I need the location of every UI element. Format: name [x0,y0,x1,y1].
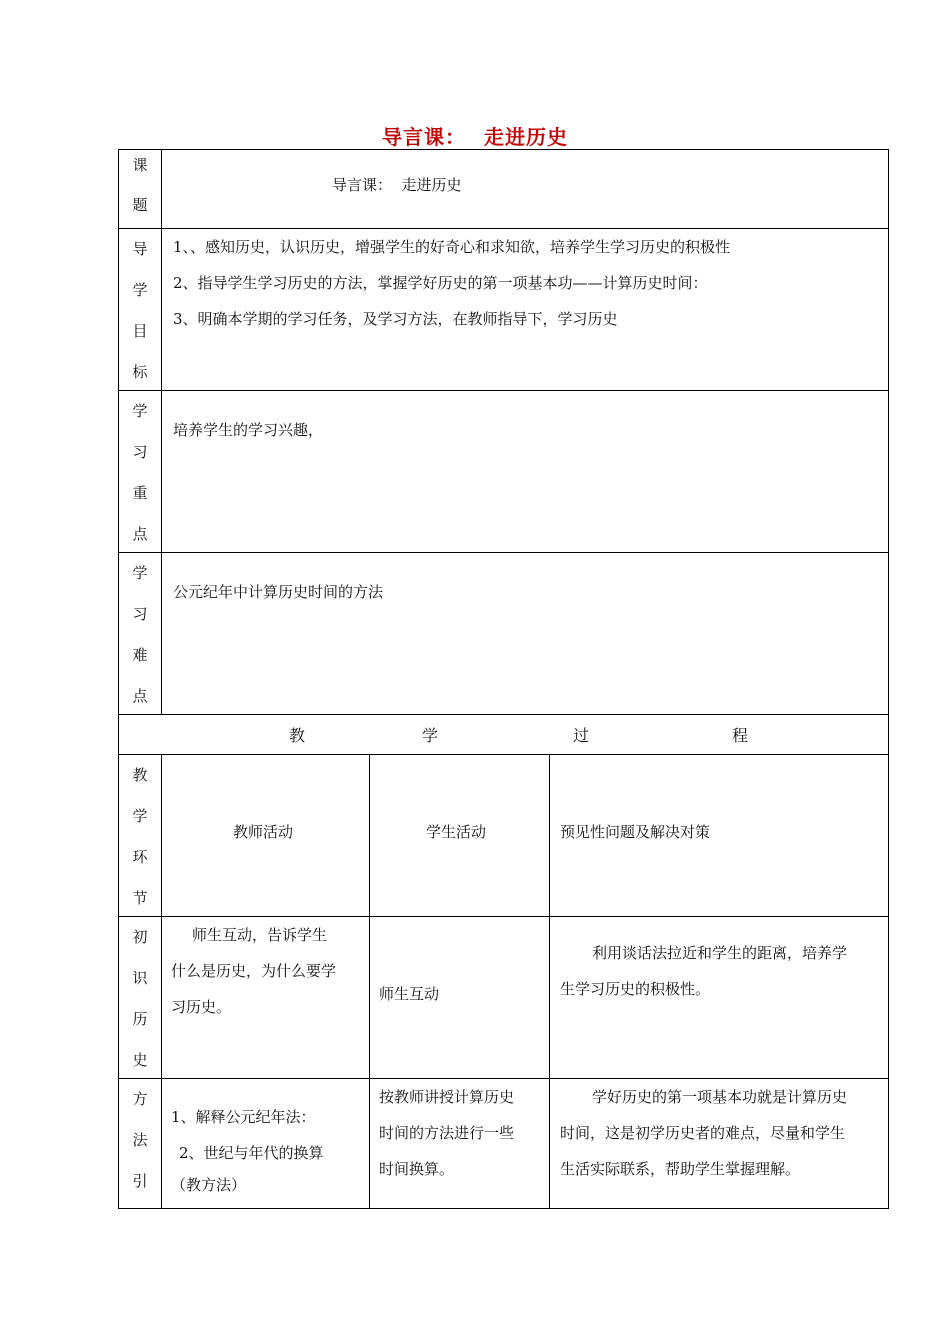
lesson-plan-table [118,149,889,1209]
difficulty-row [118,553,889,715]
activity-header-row [118,755,889,917]
student-cell: 按教师讲授计算历史 时间的方法进行一些 时间换算。 [370,1079,550,1208]
process-char: 程 [732,726,749,745]
objectives-label: 导 学 目 标 [119,229,162,390]
student-cell: 师生互动 [370,917,550,1078]
objective-item: 3、明确本学期的学习任务，及学习方法，在教师指导下，学习历史 [173,310,618,328]
topic-label: 课 题 [119,150,162,228]
solution-header: 预见性问题及解决对策 [560,823,711,841]
key-points-content [162,391,888,552]
solution-cell: 学好历史的第一项基本功就是计算历史 时间，这是初学历史者的难点，尽量和学生 生活实际联系，帮助学生掌握理解。 [560,1088,848,1178]
student-header: 学生活动 [426,823,487,841]
table-row [118,917,889,1079]
objective-item: 2、指导学生学习历史的方法，掌握学好历史的第一项基本功——计算历史时间： [173,274,708,292]
teacher-header-cell [162,755,370,916]
solution-header-cell [550,755,888,916]
table-row [118,1079,889,1209]
objectives-row [118,229,889,391]
objectives-content [162,229,888,390]
solution-cell: 利用谈话法拉近和学生的距离，培养学 生学习历史的积极性。 [560,944,848,998]
stage-label: 教 学 环 节 [119,755,162,916]
teacher-cell: 1、解释公元纪年法： 2、世纪与年代的换算 （教方法） [162,1079,370,1208]
student-header-cell [370,755,550,916]
key-points-row [118,391,889,553]
topic-value: 导言课： 走进历史 [332,176,462,194]
difficulty-content [162,553,888,714]
stage-cell: 初 识 历 史 [119,917,162,1078]
topic-content [162,150,888,228]
difficulty-value: 公元纪年中计算历史时间的方法 [173,583,384,601]
process-char: 学 [422,726,439,745]
title-part1: 导言课： [382,125,466,149]
difficulty-label: 学 习 难 点 [119,553,162,714]
topic-row [118,149,889,229]
document-title [0,121,950,150]
key-points-value: 培养学生的学习兴趣， [173,421,324,439]
process-char: 教 [289,726,306,745]
title-part2: 走进历史 [484,125,568,149]
teacher-cell: 师生互动，告诉学生 什么是历史，为什么要学 习历史。 [162,917,370,1078]
process-header-row [118,715,889,755]
process-char: 过 [573,726,590,745]
stage-cell: 方 法 引 [119,1079,162,1208]
key-points-label: 学 习 重 点 [119,391,162,552]
teacher-header: 教师活动 [233,823,294,841]
objective-item: 1、、感知历史，认识历史，增强学生的好奇心和求知欲，培养学生学习历史的积极性 [173,238,731,256]
